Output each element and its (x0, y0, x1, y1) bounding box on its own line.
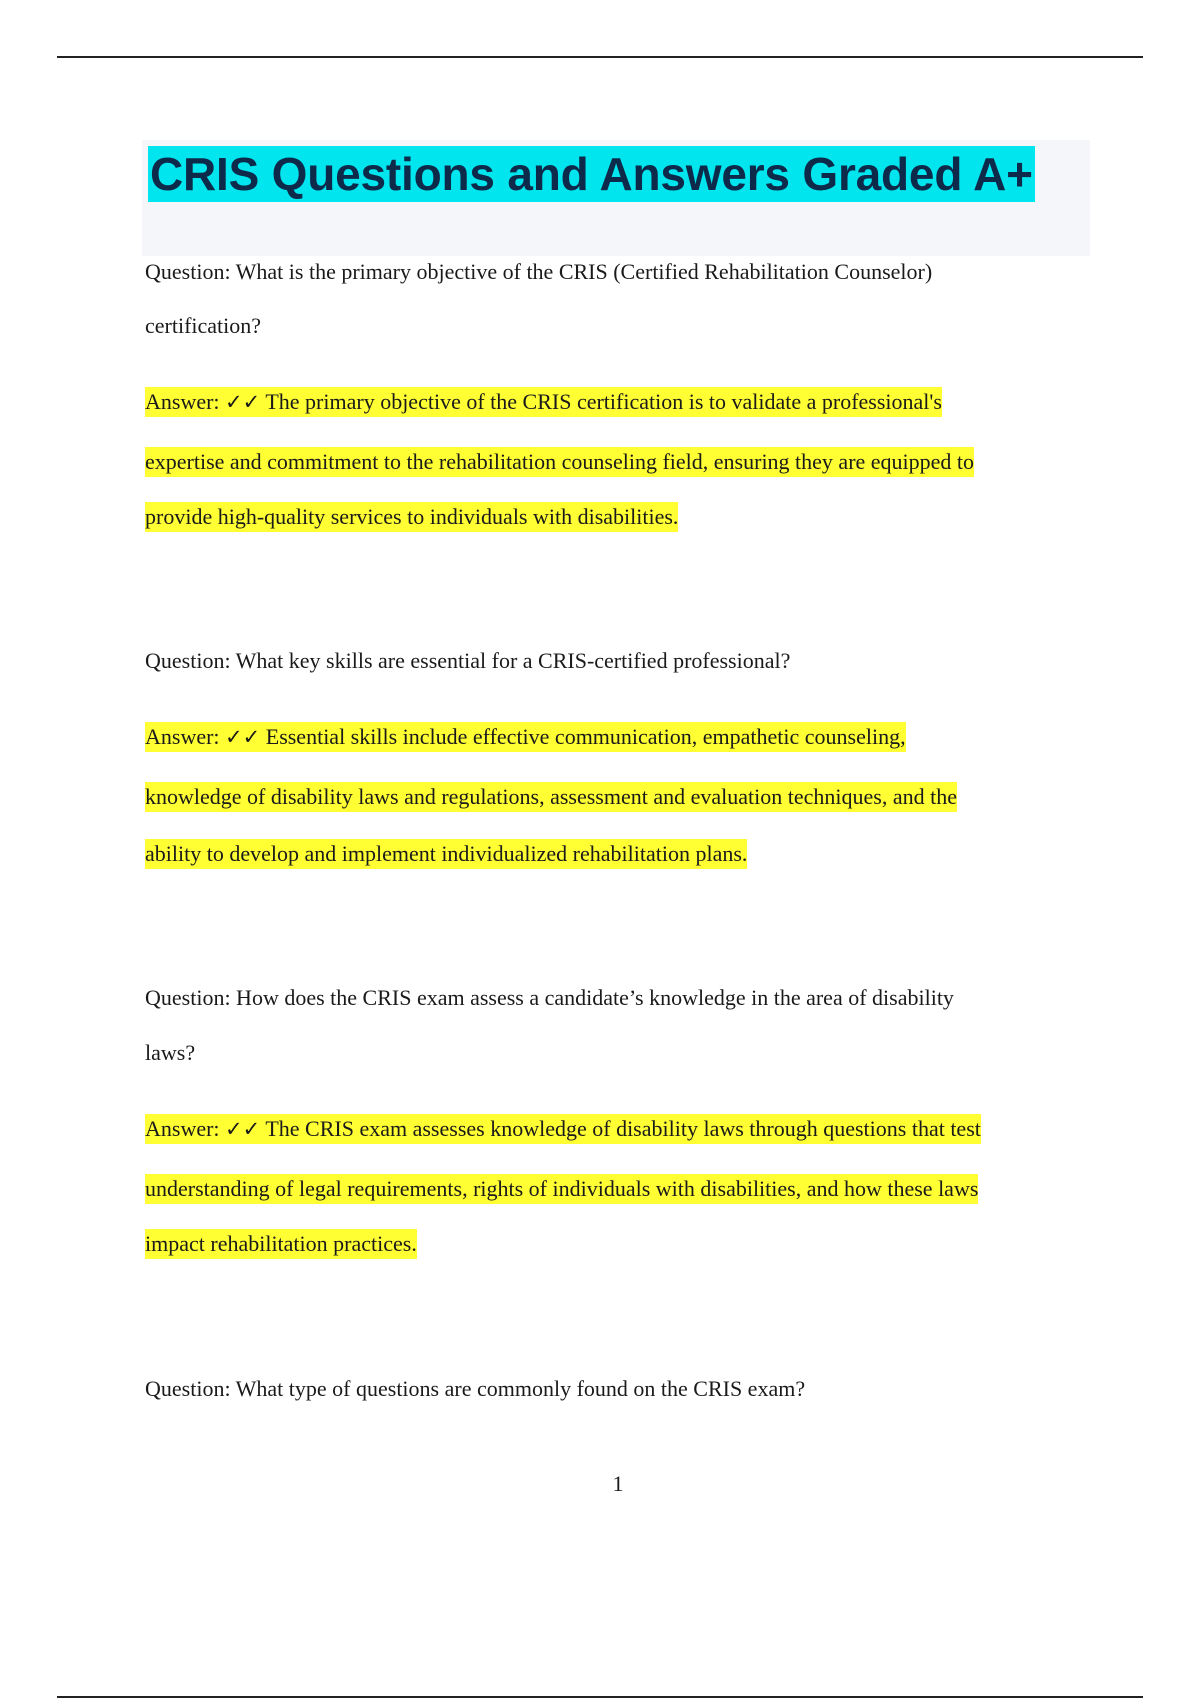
answer-2-text-1: Essential skills include effective communication, empathetic counseling, (260, 724, 906, 749)
answer-3-line-3 (145, 1230, 417, 1258)
answer-1-text-2: expertise and commitment to the rehabilitation counseling field, ensuring they are equipped to (145, 447, 974, 477)
answer-1-prefix: Answer: (145, 389, 226, 414)
answer-3-text-3: impact rehabilitation practices. (145, 1229, 417, 1259)
bottom-rule (57, 1696, 1143, 1698)
answer-2-text-3: ability to develop and implement individualized rehabilitation plans. (145, 839, 747, 869)
answer-3-text-2: understanding of legal requirements, rights of individuals with disabilities, and how these laws (145, 1174, 978, 1204)
answer-2-line-1 (145, 723, 906, 751)
answer-1-line-1 (145, 388, 942, 416)
question-4-line-1: Question: What type of questions are commonly found on the CRIS exam? (145, 1376, 806, 1401)
answer-2-prefix: Answer: (145, 724, 226, 749)
document-title: CRIS Questions and Answers Graded A+ (150, 148, 1033, 200)
double-check-icon: ✓✓ (225, 1117, 261, 1141)
double-check-icon: ✓✓ (225, 725, 261, 749)
question-1-line-2: certification? (145, 313, 262, 338)
question-2-line-1: Question: What key skills are essential for a CRIS-certified professional? (145, 648, 791, 673)
question-3-line-2: laws? (145, 1040, 196, 1065)
question-3-line-1: Question: How does the CRIS exam assess a candidate’s knowledge in the area of disability (145, 985, 954, 1010)
answer-2-line-3 (145, 840, 747, 868)
page-number: 1 (612, 1471, 624, 1496)
answer-1-line-3 (145, 503, 678, 531)
answer-3-line-2 (145, 1175, 978, 1203)
answer-1-text-1: The primary objective of the CRIS certification is to validate a professional's (260, 389, 942, 414)
answer-2-line-2 (145, 783, 957, 811)
answer-1-line-2 (145, 448, 974, 476)
answer-3-prefix: Answer: (145, 1116, 226, 1141)
answer-2-text-2: knowledge of disability laws and regulations, assessment and evaluation techniques, and the (145, 782, 957, 812)
answer-3-line-1 (145, 1115, 981, 1143)
question-1-line-1: Question: What is the primary objective of the CRIS (Certified Rehabilitation Counselor) (145, 259, 933, 284)
answer-3-text-1: The CRIS exam assesses knowledge of disability laws through questions that test (260, 1116, 981, 1141)
top-rule (57, 56, 1143, 58)
answer-1-text-3: provide high-quality services to individuals with disabilities. (145, 502, 678, 532)
double-check-icon: ✓✓ (225, 390, 261, 414)
